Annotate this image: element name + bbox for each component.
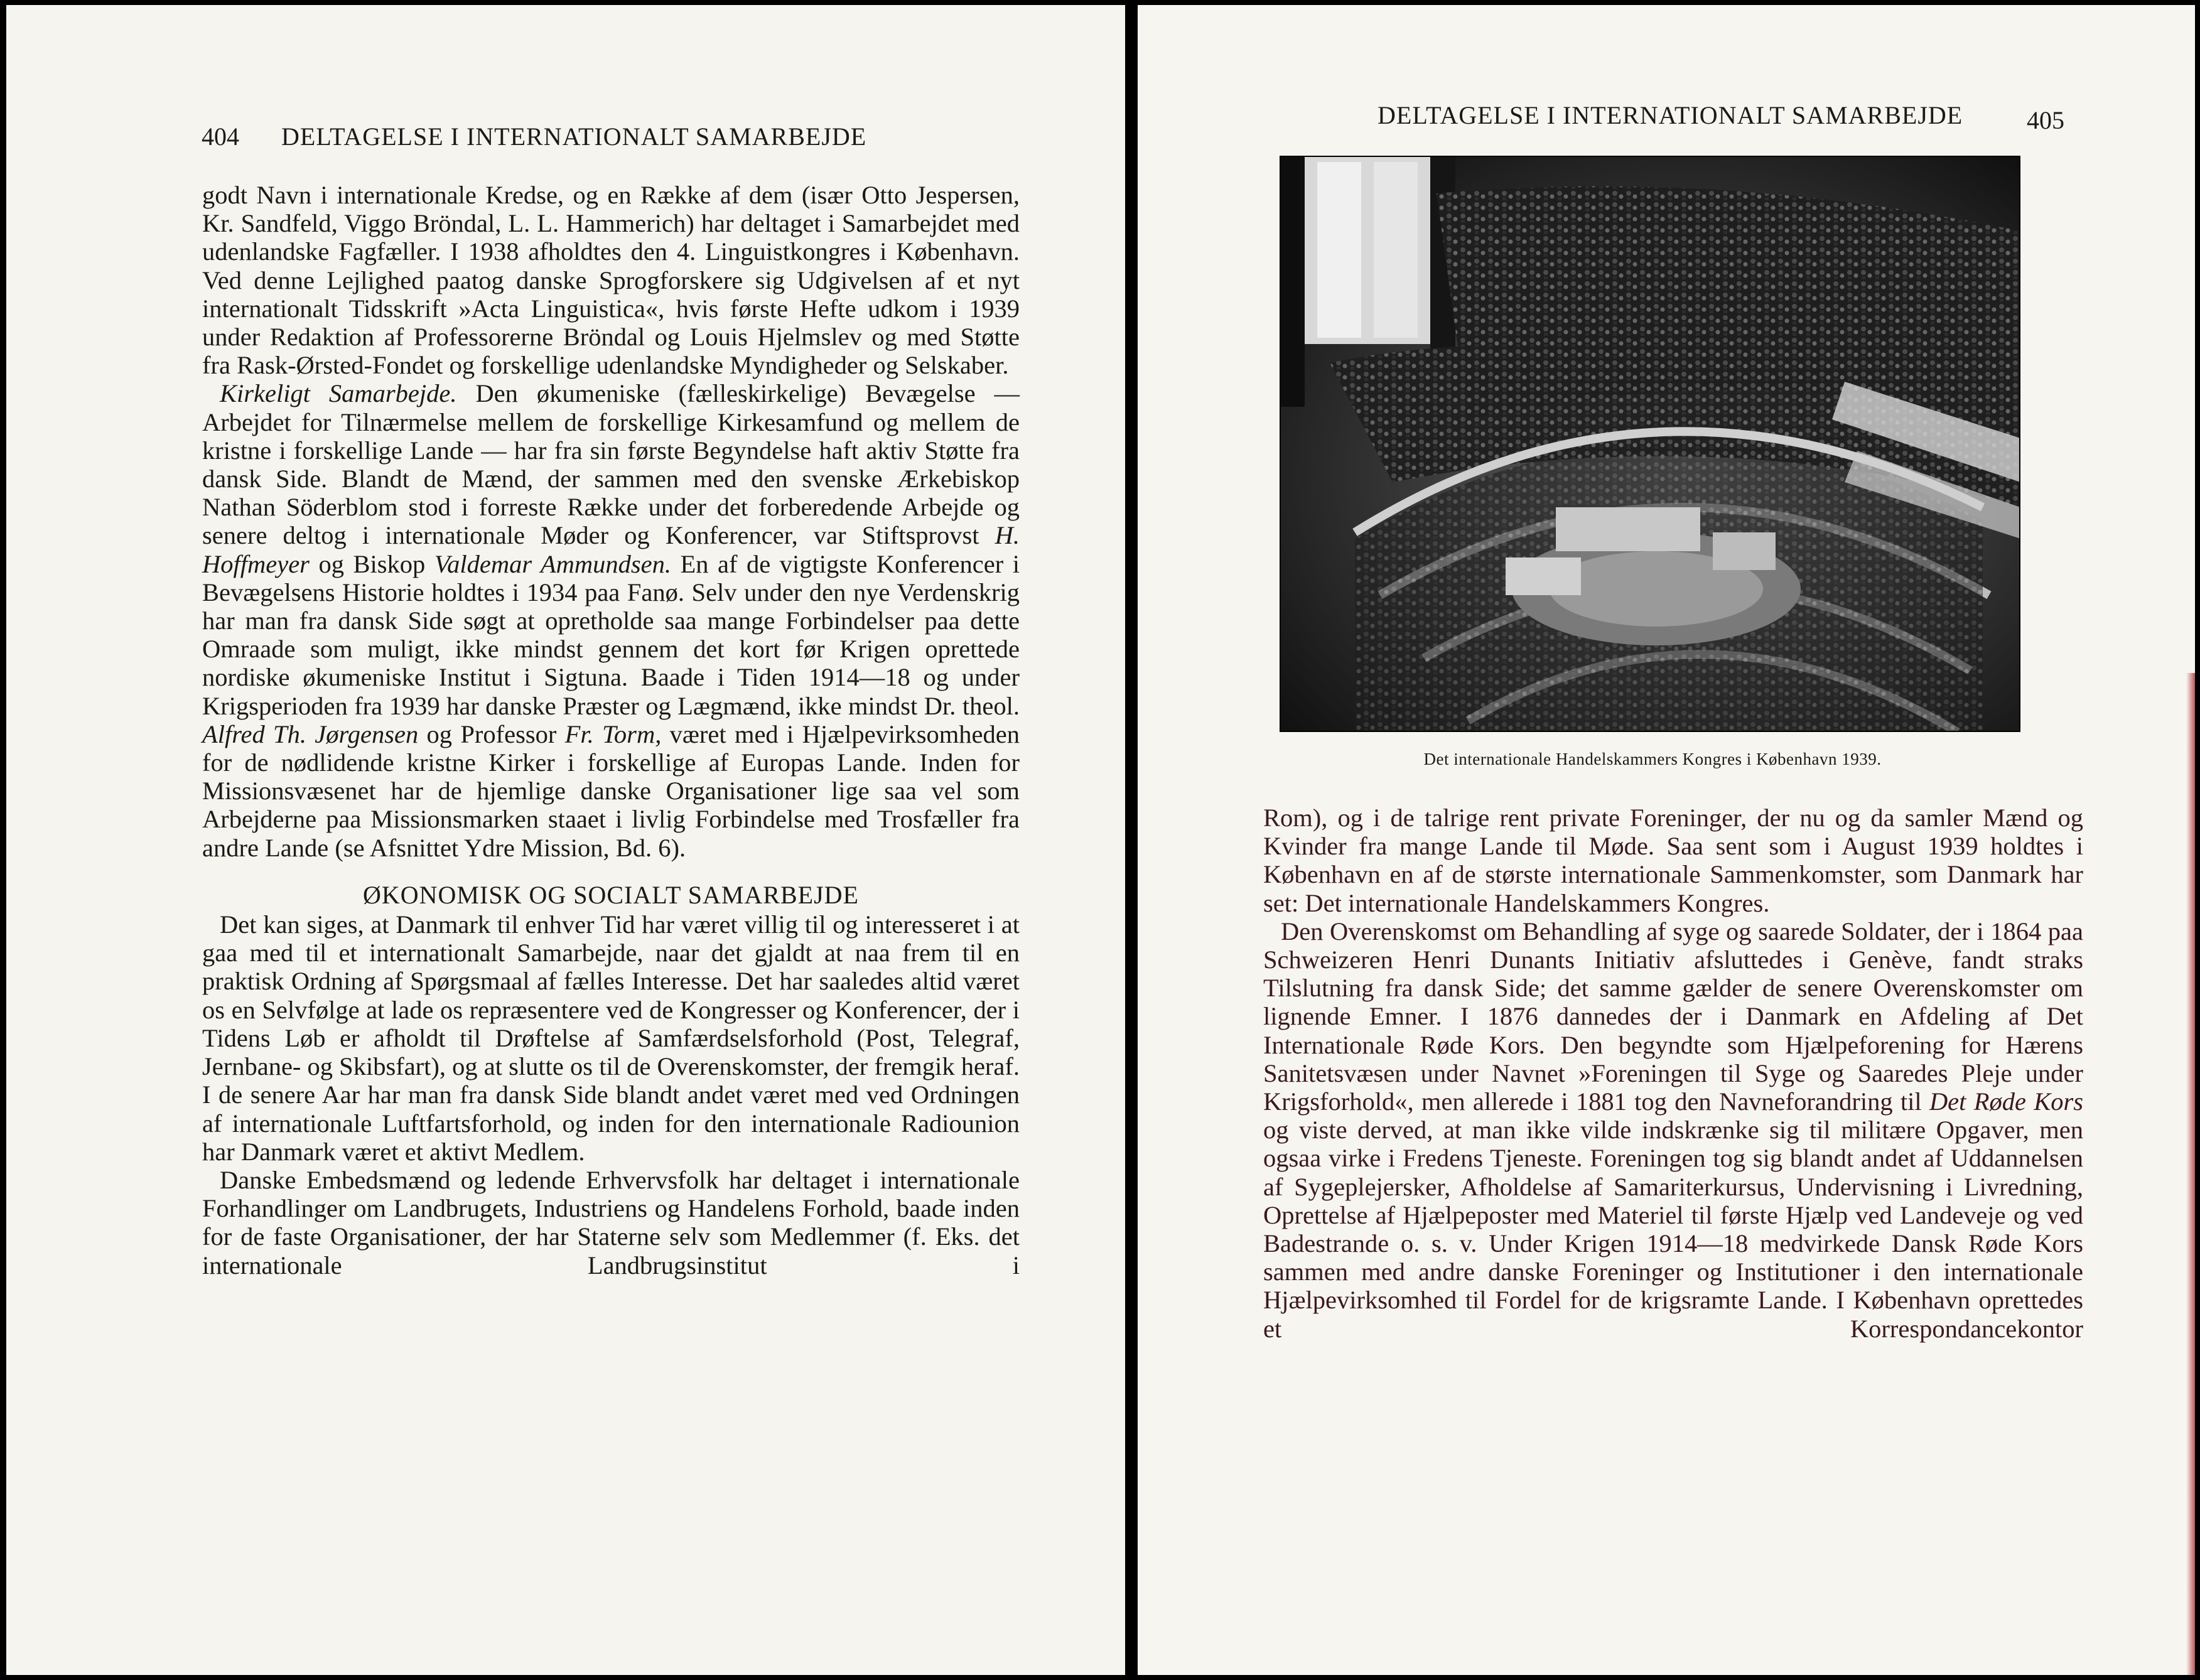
paragraph: [202, 181, 1020, 379]
running-head-left: DELTAGELSE I INTERNATIONALT SAMARBEJDE: [281, 122, 867, 151]
section-heading: ØKONOMISK OG SOCIALT SAMARBEJDE: [363, 880, 859, 909]
text-run: og Professor: [418, 719, 565, 748]
page-number-right: 405: [2027, 106, 2064, 134]
text-run: og viste derved, at man ikke vilde indskrænke sig til militære Opgaver, men ogsaa virke i Fredens Tjeneste. Foreningen tog sig blandt andet af Uddannelsen af Sygeplejersker, Afholdelse af Samariterkursus, Undervisning i Livredning, Oprettelse af Hjælpeposter med Materiel til første Hjælp ved Landeveje og ved Badestrande o. s. v. Under Krigen 1914—18 medvirkede Dansk Røde Kors sammen med andre danske Foreninger og Institutioner i den internationale Hjælpevirksomhed til Fordel for de krigsramte Lande. I København oprettedes et Korrespondancekontor: [1263, 1116, 2083, 1343]
photo-caption: Det internationale Handelskammers Kongres i København 1939.: [1423, 750, 1882, 768]
right-body-text: [1263, 804, 2083, 1343]
congress-hall-photo: [1280, 156, 2020, 732]
left-page: [6, 5, 1125, 1675]
running-head-right: DELTAGELSE I INTERNATIONALT SAMARBEJDE: [1378, 101, 1963, 129]
text-run: Den økumeniske (fælleskirkelige) Bevægelse — Arbejdet for Tilnærmelse mellem de forskellige Kirkesamfund og mellem de kristne i forskellige Lande — har fra sin første Begyndelse haft aktiv Støtte fra dansk Side. Blandt de Mænd, der sammen med den svenske Ærkebiskop Nathan Söderblom stod i forreste Række under det forberedende Arbejde og senere deltog i internationale Møder og Konferencer, var Stiftsprovst: [202, 379, 1020, 550]
italic-text-run: H. Hoffmeyer: [202, 521, 1020, 578]
right-paragraphs: [1263, 804, 2083, 1343]
text-run: og Biskop: [309, 549, 434, 578]
left-paragraphs-1: [202, 181, 1020, 862]
paragraph: [202, 910, 1020, 1166]
left-body-text: [202, 181, 1020, 1279]
italic-text-run: Kirkeligt Samarbejde.: [220, 379, 457, 408]
italic-text-run: Valdemar Ammundsen.: [434, 549, 671, 578]
paragraph: [202, 379, 1020, 861]
text-run: Det kan siges, at Danmark til enhver Tid har været villig til og interesseret i at gaa med til et internationalt Samarbejde, naar det gjaldt at naa frem til en praktisk Ordning af Spørgsmaal af fælles Interesse. Det har saaledes altid været os en Selvfølge at lade os repræsentere ved de Kongresser og Konferencer, der i Tidens Løb er afholdt til Drøftelse af Samfærdselsforhold (Post, Telegraf, Jernbane- og Skibsfart), og at slutte os til de Overenskomster, der fremgik heraf. I de senere Aar har man fra dansk Side blandt andet været med ved Ordningen af internationale Luftfartsforhold, og inden for den internationale Radiounion har Danmark været et aktivt Medlem.: [202, 910, 1020, 1166]
text-run: Danske Embedsmænd og ledende Erhvervsfolk har deltaget i internationale Forhandlinger om Landbrugets, Industriens og Handelens Forhold, baade inden for de faste Organisationer, der har Staterne selv som Medlemmer (f. Eks. det internationale Landbrugsinstitut i: [202, 1165, 1020, 1279]
text-run: Rom), og i de talrige rent private Foreninger, der nu og da samler Mænd og Kvinder fra mange Lande til Møde. Saa sent som i August 1939 holdtes i København en af de største internationale Sammenkomster, som Danmark har set: Det internationale Handelskammers Kongres.: [1263, 804, 2083, 917]
italic-text-run: Alfred Th. Jørgensen: [202, 719, 419, 748]
text-run: En af de vigtigste Konferencer i Bevægelsens Historie holdtes i 1934 paa Fanø. Selv under den nye Verdenskrig har man fra dansk Side søgt at opretholde saa mange Forbindelser paa dette Omraade som muligt, ikke mindst gennem det kort før Krigen oprettede nordiske økumeniske Institut i Sigtuna. Baade i Tiden 1914—18 og under Krigsperioden fra 1939 har danske Præster og Lægmænd, ikke mindst Dr. theol.: [202, 549, 1020, 720]
page-number-left: 404: [202, 122, 239, 151]
right-page: [1138, 5, 2195, 1675]
italic-text-run: Det Røde Kors: [1929, 1087, 2083, 1116]
paragraph: [1263, 917, 2083, 1343]
left-paragraphs-2: [202, 910, 1020, 1279]
text-run: Den Overenskomst om Behandling af syge og saarede Soldater, der i 1864 paa Schweizeren Henri Dunants Initiativ afsluttedes i Genève, fandt straks Tilslutning fra dansk Side; det samme gælder de senere Overenskomster om lignende Emner. I 1876 dannedes der i Danmark en Afdeling af Det Internationale Røde Kors. Den begyndte som Hjælpeforening for Hærens Sanitetsvæsen under Navnet »Foreningen til Syge og Saaredes Pleje under Krigsforhold«, men allerede i 1881 tog den Navneforandring til: [1263, 917, 2083, 1116]
text-run: godt Navn i internationale Kredse, og en Række af dem (især Otto Jespersen, Kr. Sandfeld, Viggo Bröndal, L. L. Hammerich) har deltaget i Samarbejdet med udenlandske Fagfæller. I 1938 afholdtes den 4. Linguistkongres i København. Ved denne Lejlighed paatog danske Sprogforskere sig Udgivelsen af et nyt internationalt Tidsskrift »Acta Linguistica«, hvis første Hefte udkom i 1939 under Redaktion af Professorerne Bröndal og Louis Hjelmslev og med Støtte fra Rask-Ørsted-Fondet og forskellige udenlandske Myndigheder og Selskaber.: [202, 181, 1020, 380]
paragraph: [1263, 804, 2083, 917]
paragraph: [202, 1166, 1020, 1279]
congress-hall-photo-image: [1280, 156, 2020, 732]
italic-text-run: Fr. Torm,: [564, 719, 662, 748]
text-run: været med i Hjælpevirksomheden for de nødlidende kristne Kirker i forskellige af Europas Lande. Inden for Missionsvæsenet har de hjemlige danske Organisationer lige saa vel som Arbejderne paa Missionsmarken staaet i livlig Forbindelse med Trosfæller fra andre Lande (se Afsnittet Ydre Mission, Bd. 6).: [202, 719, 1020, 862]
